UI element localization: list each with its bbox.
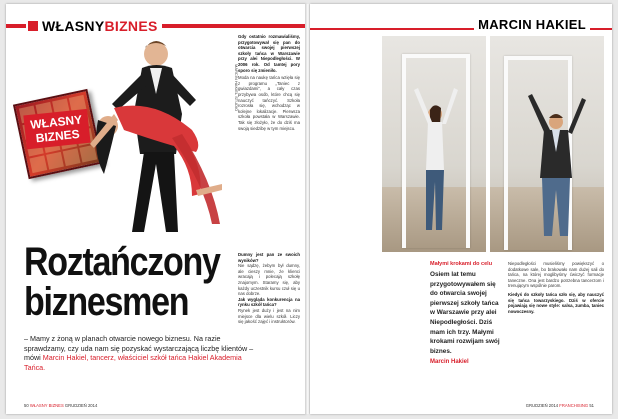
- column-a-text: Moda na naukę tańca wzięła się z programu „Taniec z gwiazdami”, a cały czas przybywa osób, które chcą się nauczyć tańczyć. Szkoła rozrosła się, wchodząc w kolejne lokalizacje. Pierwsza szkoła powstała w Warszawie. Tak się złożyło, że do dziś ma swoją siedzibę w tym miejscu.: [238, 75, 300, 131]
- lead-highlight: Marcin Hakiel, tancerz, właściciel szkół tańca Hakiel Akademia Tańca.: [24, 353, 242, 372]
- right-page: [310, 4, 612, 414]
- column-b-question2: Jak wygląda konkurencja na rynku szkół tańca?: [238, 296, 300, 308]
- brand-part1: WŁASNY: [42, 18, 105, 34]
- left-footer-issue: GRUDZIEŃ 2014: [64, 403, 98, 408]
- man-figure: [526, 92, 586, 242]
- left-page: [6, 4, 306, 414]
- pull-quote: [430, 261, 500, 365]
- column-c: [508, 261, 604, 314]
- left-footer: [24, 403, 97, 408]
- right-footer-brand: FRANCHISING: [559, 403, 589, 408]
- brand-part2: BIZNES: [104, 18, 158, 34]
- cube-label: WŁASNY BIZNES: [23, 109, 90, 150]
- column-b-text2: Rynek jest duży i jest na nim miejsce dla wielu szkół. Liczy się jakość zajęć i instruktorów.: [238, 307, 300, 325]
- dancers-photo: [84, 34, 234, 239]
- section-brand: [26, 18, 162, 34]
- headline: [24, 242, 220, 322]
- pull-quote-text: Osiem lat temu przygotowywałem się do otwarcia swojej pierwszej szkoły tańca w Warszawie przy alei Niepodległości. Dziś mam ich trzy. Małymi krokami rozwijam swój biznes.: [430, 271, 500, 355]
- left-footer-page: 50: [24, 403, 29, 408]
- author-name: MARCIN HAKIEL: [474, 17, 590, 32]
- pull-quote-title: Małymi krokami do celu: [430, 261, 493, 267]
- woman-figure: [410, 86, 460, 236]
- pull-quote-author: Marcin Hakiel: [430, 359, 469, 366]
- headline-line2: biznesmen: [24, 280, 189, 324]
- lead-text: – Mamy z żoną w planach otwarcie nowego biznesu. Na razie sprawdzamy, czy uda nam się pozyskać wystarczającą liczbę klientów – mówi: [24, 334, 254, 362]
- column-a-lead: Gdy ostatnio rozmawialiśmy, przygotowywał się pan do otwarcia swojej pierwszej szkoły tańca w Warszawie przy alei Niepodległości. W 2006 rok. Od tamtej pory sporo się zmieniło.: [238, 34, 300, 73]
- lead-paragraph: [24, 334, 264, 372]
- photo-woman-door: [382, 36, 486, 252]
- photo-credit: MARCIN HAKIEL STUDIO: [234, 64, 239, 112]
- photo-man-door: [490, 36, 604, 252]
- column-b-question1: Dumny jest pan ze swoich wyników?: [238, 252, 300, 263]
- headline-line1: Roztańczony: [24, 240, 220, 284]
- right-footer: [526, 403, 594, 408]
- brand-square-icon: [28, 21, 38, 31]
- column-b-text1: Nie sądzę, żebym był dumny, ale cieszy mnie, że klienci wracają i polecają szkołę znajomym. Staramy się, aby każdy uczestnik kursu czuł się u nas dobrze.: [238, 263, 300, 297]
- column-c-text: Niepodległości musieliśmy powiększyć o dodatkowe sale, bo brakowało nam dużej sali do tańca, na której moglibyśmy ćwiczyć formacje taneczne. Ona jest bardzo potrzebna tancerzom i trenującym wspólnie parom.: [508, 261, 604, 289]
- right-footer-issue: GRUDZIEŃ 2014: [525, 403, 559, 408]
- column-a: [238, 34, 300, 131]
- left-footer-brand: WŁASNY BIZNES: [29, 403, 64, 408]
- right-footer-page: 51: [589, 403, 594, 408]
- column-c-question: Kiedyś do szkoły tańca szło się, aby nauczyć się tańca towarzyskiego. Dziś w ofercie pojawiają się nowe style: salsa, zumba, taniec nowoczesny.: [508, 291, 604, 314]
- column-b: [238, 252, 300, 325]
